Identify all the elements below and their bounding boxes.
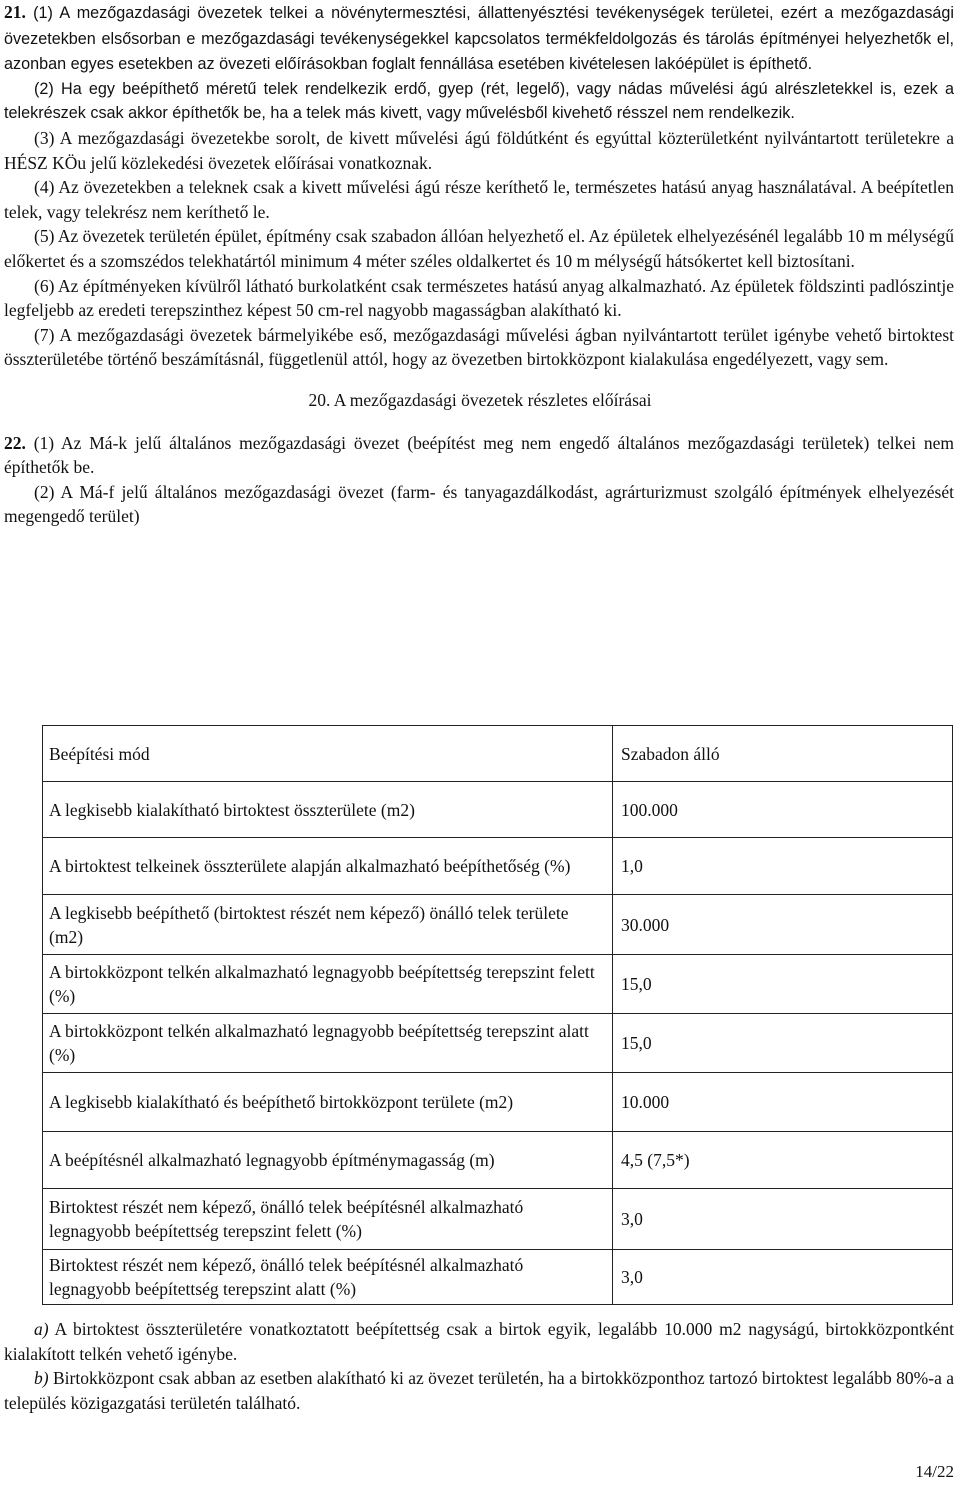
table-cell-value: 3,0 [613, 1189, 953, 1250]
table-cell-value: 10.000 [613, 1073, 953, 1132]
section-21-paragraph-4: (4) Az övezetekben a teleknek csak a kivett művelési ágú része keríthető le, természetes hatású anyag használatával. A beépítetlen telek, vagy telekrész nem keríthető le. [4, 177, 954, 222]
section-22-paragraph-2: (2) A Má-f jelű általános mezőgazdasági övezet (farm- és tanyagazdálkodást, agrárturizmust szolgáló építmények elhelyezését megengedő terület) [4, 481, 954, 527]
section-21-paragraph-5: (5) Az övezetek területén épület, építmény csak szabadon állóan helyezhető el. Az épületek elhelyezésénél legalább 10 m mélységű előkertet és a szomszédos telekhatártól minimum 4 méter széles oldalkertet és 10 m mélységű hátsókertet kell biztosítani. [4, 226, 954, 271]
section-number-22: 22. [4, 432, 26, 453]
table-cell-label: A birtokközpont telkén alkalmazható legnagyobb beépítettség terepszint felett (%) [43, 955, 613, 1014]
section-22-paragraph-1: 22. (1) Az Má-k jelű általános mezőgazdasági övezet (beépítést meg nem engedő általános mezőgazdasági területek) telkei nem építhetők be. [4, 432, 954, 478]
table-cell-label: Birtoktest részét nem képező, önálló telek beépítésnél alkalmazható legnagyobb beépítettség terepszint felett (%) [43, 1189, 613, 1250]
table-row [43, 955, 953, 1014]
note-a: a) A birtoktest összterületére vonatkoztatott beépítettség csak a birtok egyik, legalább 10.000 m2 nagyságú, birtokközpontként kialakított telkén vehető igénybe. [4, 1319, 954, 1364]
zoning-requirements-table [42, 725, 953, 1305]
table-cell-label: A birtoktest telkeinek összterülete alapján alkalmazható beépíthetőség (%) [43, 838, 613, 895]
table-cell-label: A legkisebb beépíthető (birtoktest részét nem képező) önálló telek területe (m2) [43, 895, 613, 955]
table-cell-value: 30.000 [613, 895, 953, 955]
table-row [43, 1073, 953, 1132]
table-cell-label: A birtokközpont telkén alkalmazható legnagyobb beépítettség terepszint alatt (%) [43, 1014, 613, 1073]
section-heading-20: 20. A mezőgazdasági övezetek részletes előírásai [308, 389, 652, 410]
table-cell-value: 15,0 [613, 1014, 953, 1073]
table-cell-value: Szabadon álló [613, 726, 953, 782]
table-row [43, 782, 953, 838]
section-21-paragraph-3: (3) A mezőgazdasági övezetekbe sorolt, de kivett művelési ágú földútként és egyúttal közterületként nyilvántartott területekre a HÉSZ KÖu jelű közlekedési övezetek előírásai vonatkoznak. [4, 127, 954, 173]
table-cell-value: 3,0 [613, 1250, 953, 1305]
section-21-paragraph-1: 21. (1) A mezőgazdasági övezetek telkei a növénytermesztési, állattenyésztési tevékenységek területei, ezért a mezőgazdasági övezetekben elsősorban e mezőgazdasági tevékenységekkel kapcsolatos termékfeldolgozás és tárolás építményei helyezhetők el, azonban egyes esetekben az övezeti előírásokban foglalt fennállása esetében kivételesen lakóépület is építhető. [4, 2, 955, 74]
table-cell-label: A legkisebb kialakítható és beépíthető birtokközpont területe (m2) [43, 1073, 613, 1132]
table-notes [0, 1317, 960, 1415]
table-row [43, 895, 953, 955]
table-row [43, 1189, 953, 1250]
table-cell-value: 15,0 [613, 955, 953, 1014]
document-page [0, 0, 960, 529]
section-number-21: 21. [4, 2, 26, 22]
table-row [43, 1014, 953, 1073]
table-row [43, 1132, 953, 1189]
table-cell-label: A legkisebb kialakítható birtoktest összterülete (m2) [43, 782, 613, 838]
table-cell-label: A beépítésnél alkalmazható legnagyobb építménymagasság (m) [43, 1132, 613, 1189]
note-a-marker: a) [34, 1319, 49, 1339]
note-b: b) Birtokközpont csak abban az esetben alakítható ki az övezet területén, ha a birtokközponthoz tartozó birtoktest legalább 80%-a a település közigazgatási területén található. [4, 1368, 954, 1413]
table-cell-value: 4,5 (7,5*) [613, 1132, 953, 1189]
table-cell-value: 1,0 [613, 838, 953, 895]
section-21-paragraph-2: (2) Ha egy beépíthető méretű telek rendelkezik erdő, gyep (rét, legelő), vagy nádas művelési ágú alrészletekkel is, ezek a telekrészek csak akkor építhetők be, ha a telek más kivett, vagy művelésből kivehető résszel nem rendelkezik. [4, 79, 954, 123]
table-row [43, 726, 953, 782]
table-row [43, 838, 953, 895]
section-21-paragraph-6: (6) Az építményeken kívülről látható burkolatként csak természetes hatású anyag alkalmazható. Az épületek földszinti padlószintje legfeljebb az eredeti terepszinthez képest 50 cm-rel nagyobb magasságban alakítható ki. [4, 275, 954, 321]
section-21-paragraph-7: (7) A mezőgazdasági övezetek bármelyikébe eső, mezőgazdasági művelési ágban nyilvántartott terület igénybe vehető birtoktest összterületébe történő beszámításnál, függetlenül attól, hogy az övezetben birtokközpont kialakulása engedélyezett, vagy sem. [4, 324, 954, 370]
table-row [43, 1250, 953, 1305]
page-number: 14/22 [915, 1462, 954, 1481]
table-cell-label: Birtoktest részét nem képező, önálló telek beépítésnél alkalmazható legnagyobb beépítettség terepszint alatt (%) [43, 1250, 613, 1305]
table-cell-value: 100.000 [613, 782, 953, 838]
table-cell-label: Beépítési mód [43, 726, 613, 782]
note-b-marker: b) [34, 1368, 49, 1389]
